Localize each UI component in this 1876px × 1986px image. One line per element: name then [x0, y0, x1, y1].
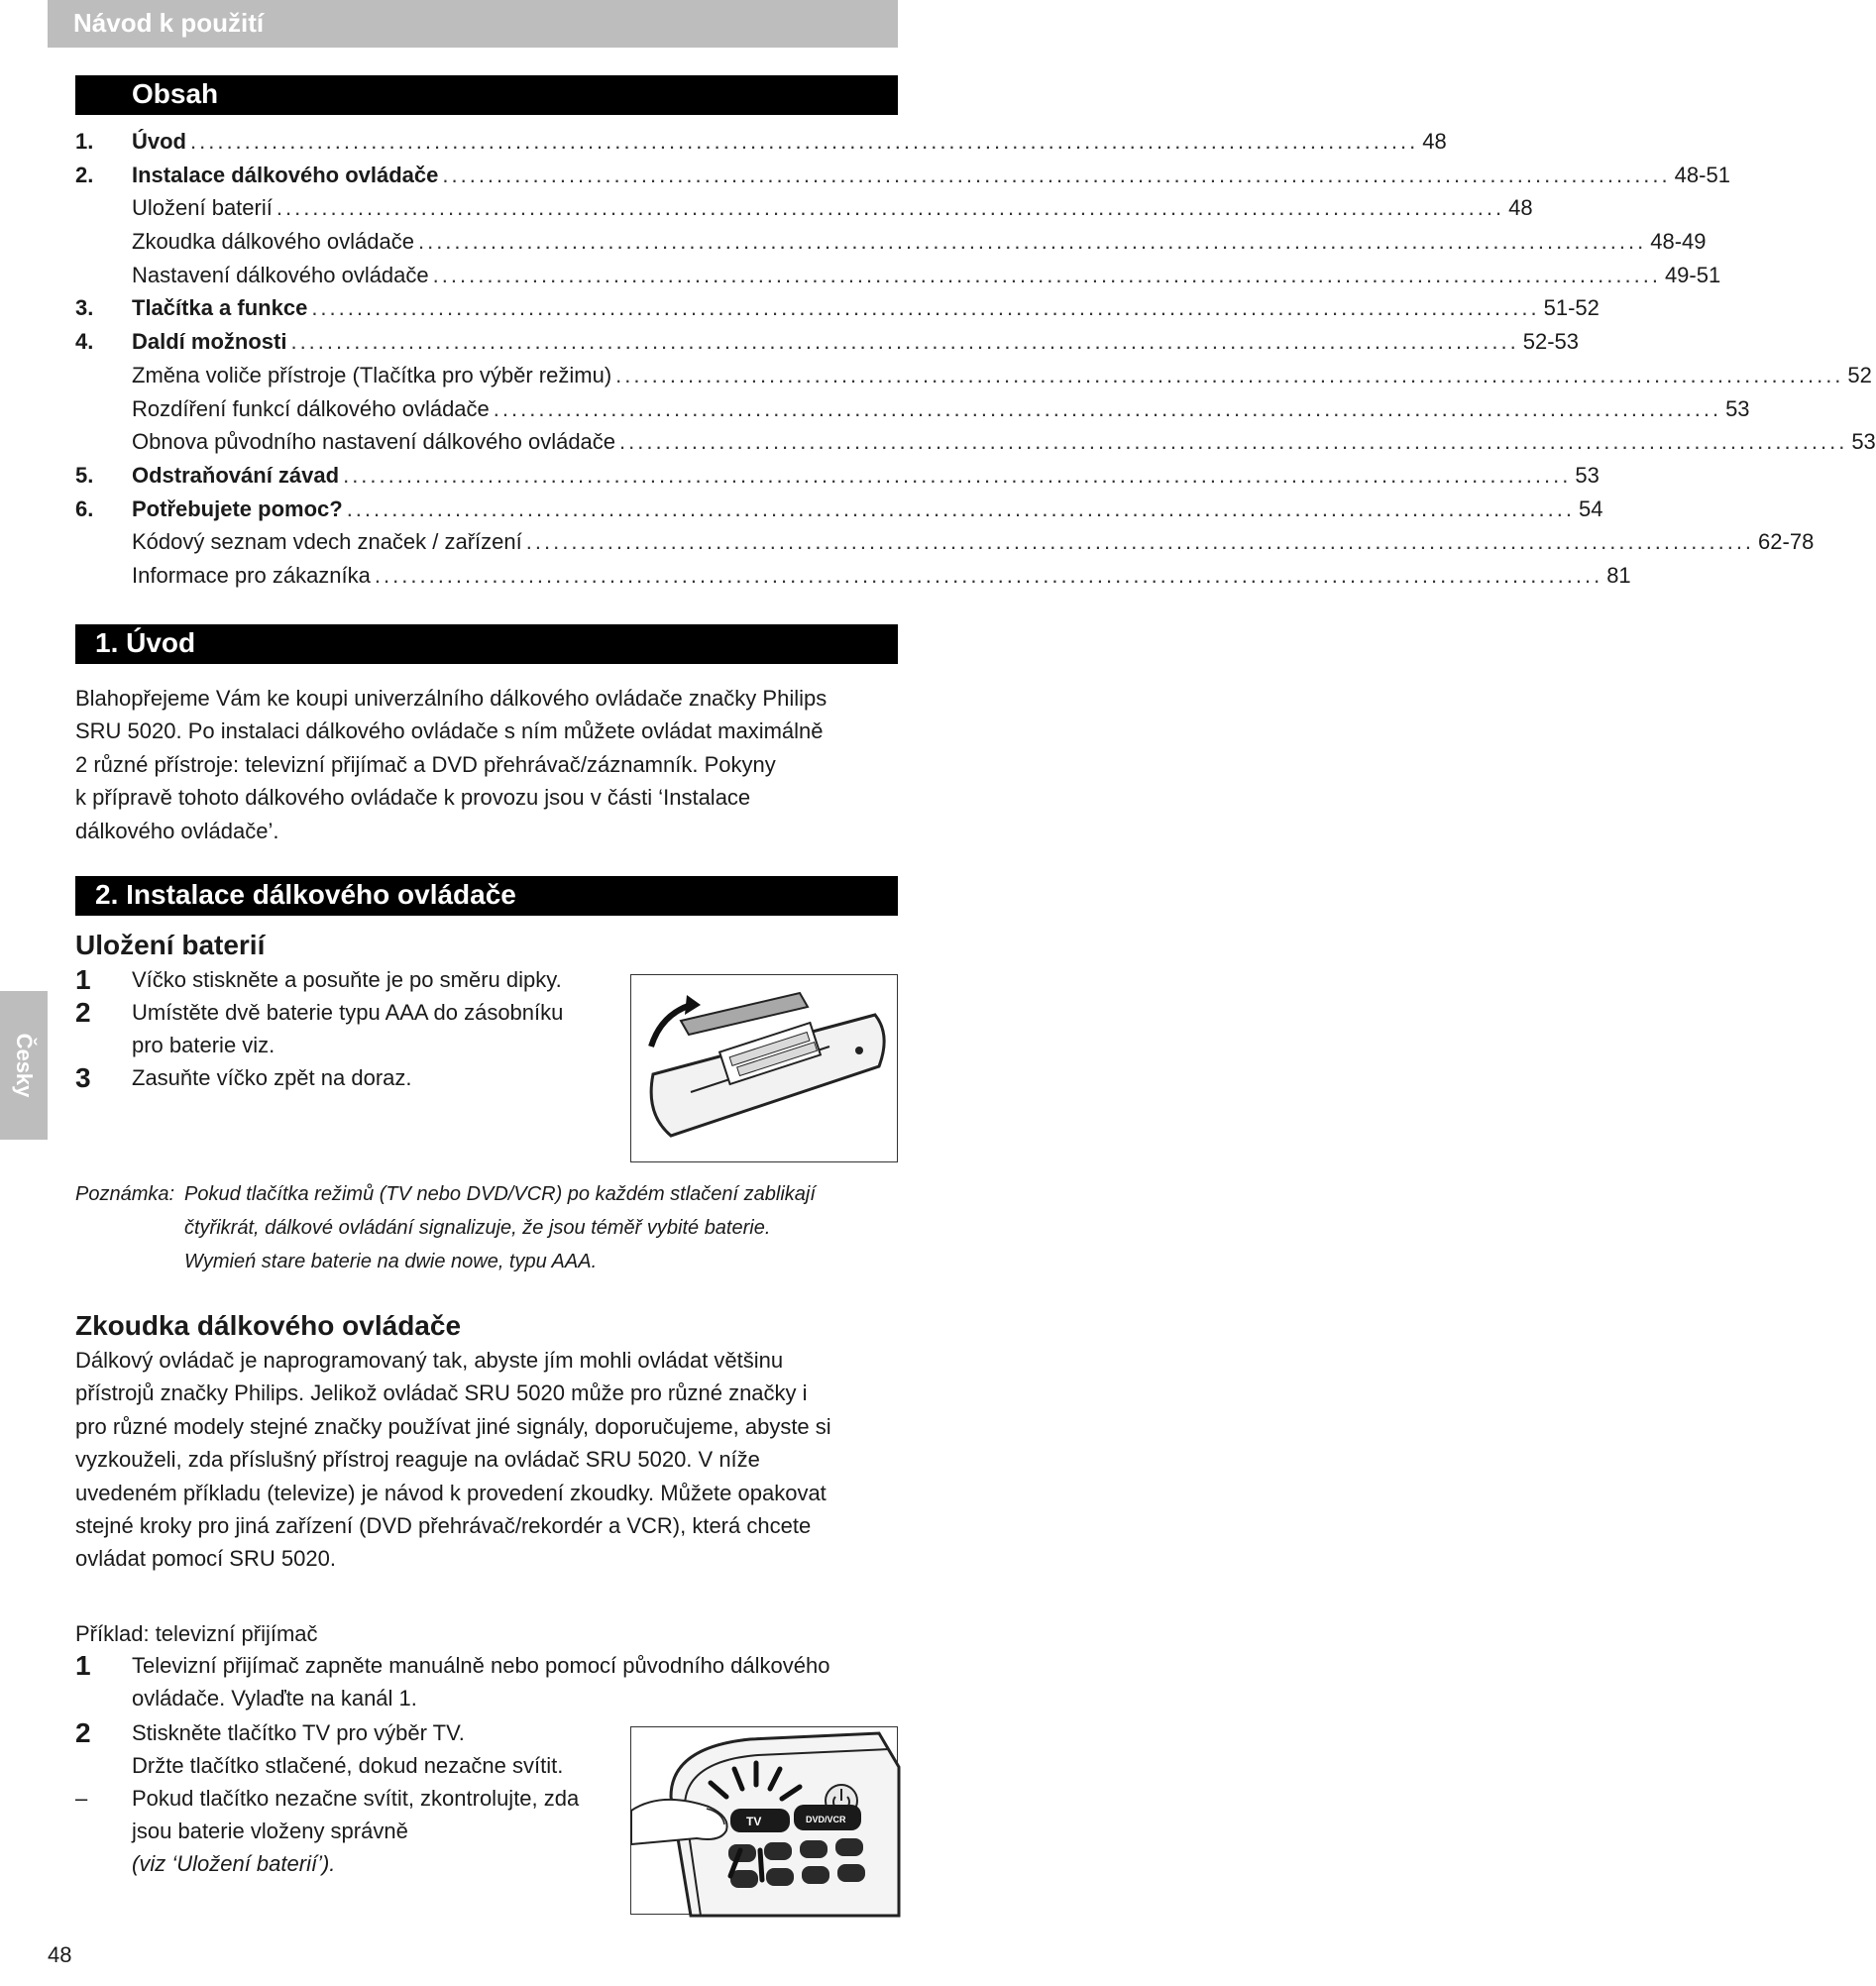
- toc-leader: ........................................................................................................................................: [290, 329, 1519, 355]
- battery-step: [75, 996, 630, 1061]
- toc-title: Úvod: [132, 129, 186, 154]
- section-heading-install: 2. Instalace dálkového ovládače: [95, 879, 516, 910]
- toc-leader: ........................................................................................................................................: [432, 262, 1661, 287]
- toc-title: Daldí možnosti: [132, 329, 287, 355]
- test-steps-2: [75, 1716, 630, 1880]
- remote-press-illustration: [630, 1726, 898, 1915]
- battery-illustration: [630, 974, 898, 1162]
- section-heading-bar-intro: [75, 624, 898, 664]
- toc-title: Informace pro zákazníka: [132, 562, 371, 588]
- toc-page: 48-51: [1674, 162, 1730, 187]
- toc-page: 81: [1606, 562, 1631, 588]
- test-step-1: [75, 1649, 898, 1714]
- toc-heading-bar: [75, 75, 898, 115]
- test-line: vyzkouželi, zda příslušný přístroj reaguje na ovládač SRU 5020. V níže: [75, 1447, 760, 1473]
- example-label: Příklad: televizní přijímač: [75, 1621, 318, 1646]
- page-number: 48: [48, 1942, 72, 1967]
- table-of-contents: [75, 129, 1876, 597]
- step-line: pro baterie viz.: [132, 1033, 276, 1057]
- toc-row[interactable]: [75, 562, 1631, 597]
- step-line: ovládače. Vylaďte na kanál 1.: [132, 1686, 417, 1710]
- language-tab-label: Česky: [12, 1033, 37, 1098]
- toc-leader: ........................................................................................................................................: [190, 129, 1419, 154]
- note-label: Poznámka:: [75, 1183, 175, 1205]
- toc-leader: ........................................................................................................................................: [346, 496, 1575, 521]
- document-title: Návod k použití: [73, 8, 265, 38]
- toc-row[interactable]: [75, 295, 1600, 329]
- test-line: stejné kroky pro jiná zařízení (DVD přehrávač/rekordér a VCR), která chcete: [75, 1513, 812, 1539]
- toc-leader: ........................................................................................................................................: [417, 229, 1647, 255]
- toc-row[interactable]: [75, 395, 1750, 430]
- test-line: přístrojů značky Philips. Jelikož ovládač SRU 5020 může pro různé značky i: [75, 1380, 808, 1406]
- language-tab: [0, 991, 48, 1140]
- toc-page: 53: [1575, 462, 1600, 488]
- toc-title: Obnova původního nastavení dálkového ovládače: [132, 429, 616, 455]
- toc-title: Nastavení dálkového ovládače: [132, 262, 429, 287]
- toc-title: Kódový seznam vdech značek / zařízení: [132, 529, 522, 555]
- step-line: jsou baterie vloženy správně: [132, 1819, 408, 1843]
- battery-note: [75, 1177, 898, 1278]
- toc-number: 4.: [75, 329, 94, 355]
- toc-leader: ........................................................................................................................................: [311, 295, 1540, 321]
- note-line: čtyřikrát, dálkové ovládání signalizuje, že jsou téměř vybité baterie.: [184, 1217, 771, 1239]
- step-line: Umístěte dvě baterie typu AAA do zásobníku: [132, 1000, 564, 1025]
- toc-row[interactable]: [75, 329, 1580, 363]
- step-number: 1: [75, 1650, 91, 1681]
- toc-leader: ........................................................................................................................................: [276, 195, 1505, 221]
- toc-page: 52-53: [1522, 329, 1580, 355]
- toc-row[interactable]: [75, 362, 1872, 396]
- toc-page: 62-78: [1758, 529, 1815, 555]
- toc-row[interactable]: [75, 162, 1730, 196]
- toc-page: 51-52: [1543, 295, 1600, 321]
- test-subheading: Zkoudka dálkového ovládače: [75, 1310, 462, 1341]
- battery-step: [75, 1061, 630, 1094]
- intro-line: Blahopřejeme Vám ke koupi univerzálního dálkového ovládače značky Philips: [75, 686, 828, 711]
- toc-leader: ........................................................................................................................................: [343, 462, 1572, 488]
- toc-title: Odstraňování závad: [132, 462, 340, 488]
- dvd-key-label: DVD/VCR: [806, 1815, 846, 1824]
- toc-row[interactable]: [75, 496, 1603, 530]
- test-line: pro různé modely stejné značky používat jiné signály, doporučujeme, abyste si: [75, 1413, 831, 1439]
- toc-row[interactable]: [75, 429, 1876, 463]
- toc-page: 48-49: [1650, 229, 1707, 255]
- step-number: 2: [75, 1717, 91, 1748]
- test-line: ovládat pomocí SRU 5020.: [75, 1546, 336, 1572]
- battery-step: [75, 963, 630, 996]
- toc-page: 48: [1508, 195, 1533, 221]
- intro-line: k přípravě tohoto dálkového ovládače k provozu jsou v části ‘Instalace: [75, 785, 751, 811]
- toc-leader: ........................................................................................................................................: [619, 429, 1848, 455]
- section-heading-intro: 1. Úvod: [95, 627, 196, 658]
- toc-heading: Obsah: [132, 78, 219, 109]
- toc-leader: ........................................................................................................................................: [374, 562, 1603, 588]
- intro-line: dálkového ovládače’.: [75, 818, 279, 843]
- toc-row[interactable]: [75, 462, 1600, 496]
- toc-title: Zkoudka dálkového ovládače: [132, 229, 414, 255]
- note-line: Pokud tlačítka režimů (TV nebo DVD/VCR) po každém stlačení zablikají: [184, 1183, 816, 1205]
- test-paragraph: [75, 1344, 898, 1576]
- toc-number: 3.: [75, 295, 94, 321]
- intro-line: SRU 5020. Po instalaci dálkového ovládače s ním můžete ovládat maximálně: [75, 718, 824, 744]
- test-line: uvedeném příkladu (televize) je návod k provedení zkoudky. Můžete opakovat: [75, 1480, 827, 1505]
- toc-leader: ........................................................................................................................................: [525, 529, 1755, 555]
- section-heading-bar-install: [75, 876, 898, 916]
- tv-key-label: TV: [746, 1815, 762, 1828]
- step-number: 2: [75, 997, 91, 1028]
- toc-title: Rozdíření funkcí dálkového ovládače: [132, 395, 490, 421]
- toc-page: 53: [1851, 429, 1876, 455]
- step-line: Televizní přijímač zapněte manuálně nebo pomocí původního dálkového: [132, 1653, 830, 1678]
- toc-row[interactable]: [75, 229, 1707, 263]
- step-dash: –: [75, 1786, 88, 1811]
- toc-page: 54: [1578, 496, 1603, 521]
- document-header-banner: [48, 0, 898, 48]
- note-line: Wymień stare baterie na dwie nowe, typu AAA.: [184, 1251, 598, 1272]
- remote-press-drawing: [631, 1727, 899, 1916]
- step-reference: (viz ‘Uložení baterií’).: [132, 1851, 336, 1876]
- toc-leader: ........................................................................................................................................: [493, 395, 1722, 421]
- step-line: Držte tlačítko stlačené, dokud nezačne svítit.: [132, 1753, 564, 1778]
- toc-title: Uložení baterií: [132, 195, 273, 221]
- step-number: 3: [75, 1062, 91, 1093]
- battery-subheading: Uložení baterií: [75, 930, 266, 960]
- toc-row[interactable]: [75, 129, 1447, 163]
- toc-number: 1.: [75, 129, 94, 154]
- toc-number: 6.: [75, 496, 94, 521]
- toc-leader: ........................................................................................................................................: [442, 162, 1671, 187]
- toc-page: 52: [1847, 362, 1872, 387]
- intro-line: 2 různé přístroje: televizní přijímač a DVD přehrávač/záznamník. Pokyny: [75, 751, 776, 777]
- battery-steps: [75, 963, 630, 1094]
- step-line: Pokud tlačítko nezačne svítit, zkontrolujte, zda: [132, 1786, 580, 1811]
- toc-page: 48: [1422, 129, 1447, 154]
- step-line: Víčko stiskněte a posuňte je po směru dipky.: [132, 967, 562, 992]
- toc-title: Potřebujete pomoc?: [132, 496, 343, 521]
- toc-title: Změna voliče přístroje (Tlačítka pro výběr režimu): [132, 362, 612, 387]
- intro-paragraph: [75, 682, 898, 847]
- toc-number: 5.: [75, 462, 94, 488]
- toc-row[interactable]: [75, 195, 1533, 229]
- step-number: 1: [75, 964, 91, 995]
- step-line: Stiskněte tlačítko TV pro výběr TV.: [132, 1720, 465, 1745]
- step-line: Zasuňte víčko zpět na doraz.: [132, 1065, 412, 1090]
- toc-leader: ........................................................................................................................................: [615, 362, 1844, 387]
- toc-title: Tlačítka a funkce: [132, 295, 308, 321]
- toc-row[interactable]: [75, 529, 1815, 563]
- toc-page: 53: [1725, 395, 1750, 421]
- test-line: Dálkový ovládač je naprogramovaný tak, abyste jím mohli ovládat většinu: [75, 1348, 784, 1373]
- toc-title: Instalace dálkového ovládače: [132, 162, 439, 187]
- toc-number: 2.: [75, 162, 94, 187]
- toc-row[interactable]: [75, 262, 1721, 296]
- remote-battery-drawing: [631, 975, 899, 1163]
- toc-page: 49-51: [1664, 262, 1721, 287]
